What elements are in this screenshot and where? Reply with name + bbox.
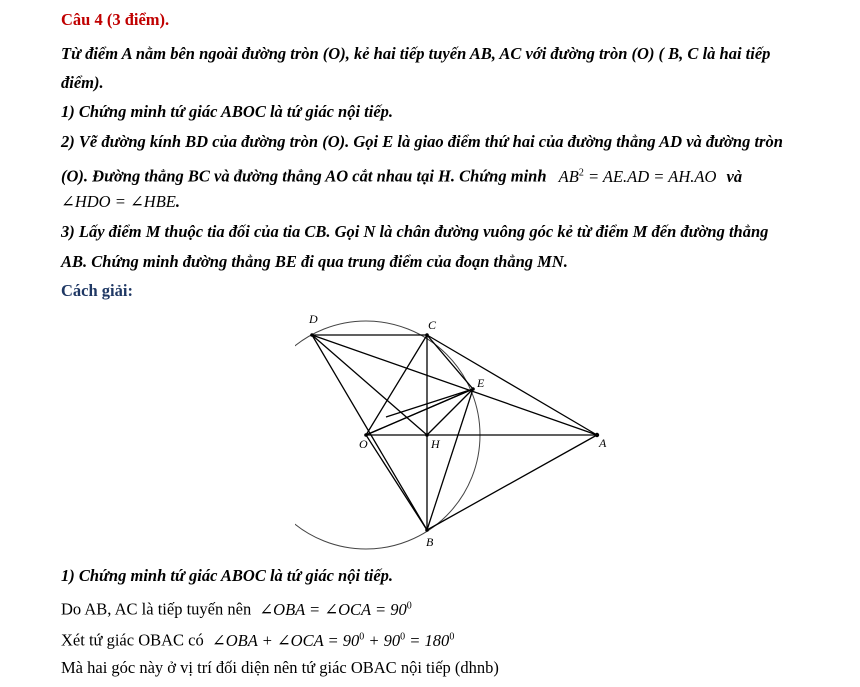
question-part2-line2	[61, 163, 742, 187]
step1-formula: ∠OBA = ∠OCA = $90^0$	[259, 599, 412, 619]
part2-tail: và	[726, 166, 743, 186]
solution-step3: Mà hai góc này ở vị trí đối diện nên tứ giác OBAC nội tiếp (dhnb)	[61, 658, 499, 677]
label-c: C	[428, 318, 437, 332]
question-part3-line2: AB. Chứng minh đường thẳng BE đi qua trung điểm của đoạn thẳng MN.	[61, 252, 568, 271]
question-intro-line1: Từ điểm A nằm bên ngoài đường tròn (O), kẻ hai tiếp tuyến AB, AC với đường tròn (O) ( B, C là hai tiếp	[61, 44, 771, 63]
label-e: E	[477, 376, 485, 390]
label-a: A	[599, 436, 607, 450]
figure-lines	[312, 335, 597, 530]
geometry-figure	[295, 305, 625, 555]
solution-heading: Cách giải:	[61, 281, 133, 300]
label-d: D	[309, 312, 318, 326]
label-o: O	[359, 437, 368, 451]
label-b: B	[426, 535, 434, 549]
label-h: H	[431, 437, 440, 451]
question-intro-line2: điểm).	[61, 73, 104, 92]
part2-angle-formula: ∠HDO = ∠HBE	[61, 192, 176, 211]
step2-formula: ∠OBA + ∠OCA = $90^0 + 90^0 = 180^0$	[211, 630, 455, 650]
step2-text: Xét tứ giác OBAC có	[61, 630, 204, 650]
part2-statement: (O). Đường thẳng BC và đường thẳng AO cắt nhau tại H. Chứng minh	[61, 166, 547, 186]
question-part2-line1: 2) Vẽ đường kính BD của đường tròn (O). Gọi E là giao điểm thứ hai của đường thẳng AD và đường tròn	[61, 132, 783, 151]
solution-part1-heading: 1) Chứng minh tứ giác ABOC là tứ giác nội tiếp.	[61, 566, 394, 585]
question-part2-line3: ∠HDO = ∠HBE.	[61, 192, 180, 211]
solution-step2	[61, 627, 454, 651]
question-part3-line1: 3) Lấy điểm M thuộc tia đối của tia CB. Gọi N là chân đường vuông góc kẻ từ điểm M đến đường thẳng	[61, 222, 769, 241]
solution-step1	[61, 596, 412, 620]
step1-text: Do AB, AC là tiếp tuyến nên	[61, 599, 252, 619]
part2-formula: $AB^2 = AE.AD = AH.AO$	[558, 166, 717, 186]
question-title: Câu 4 (3 điểm).	[61, 10, 170, 29]
question-part1: 1) Chứng minh tứ giác ABOC là tứ giác nội tiếp.	[61, 102, 394, 121]
